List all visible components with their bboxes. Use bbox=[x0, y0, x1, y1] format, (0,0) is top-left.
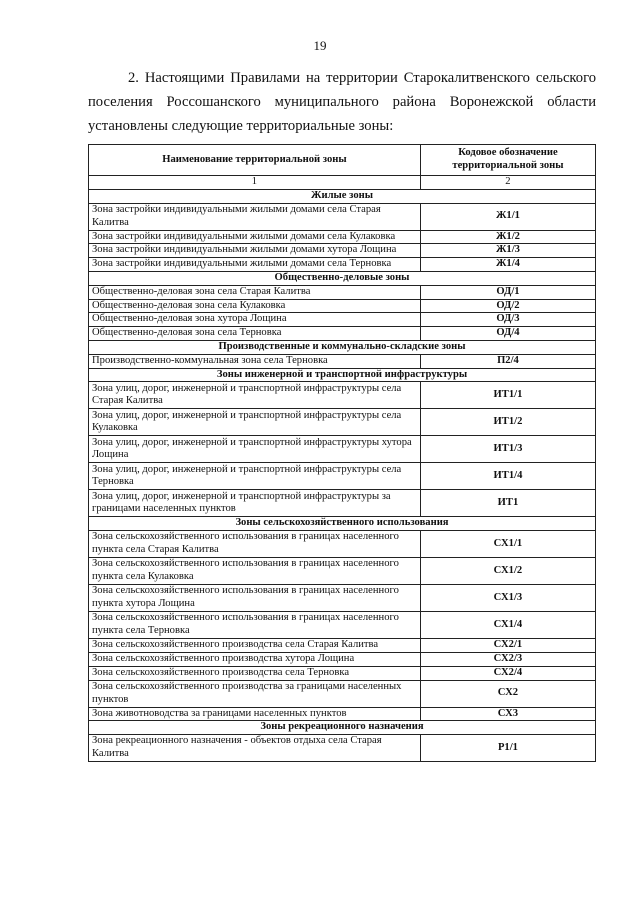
intro-paragraph bbox=[88, 66, 596, 138]
table-row bbox=[89, 639, 596, 653]
table-row bbox=[89, 382, 596, 409]
zone-name-cell: Зона сельскохозяйственного производства села Терновка bbox=[89, 666, 421, 680]
zone-code-cell: СХ1/3 bbox=[420, 585, 595, 612]
section-header-row bbox=[89, 368, 596, 382]
zone-code-cell: Ж1/4 bbox=[420, 258, 595, 272]
table-row bbox=[89, 612, 596, 639]
zone-code-cell: СХ3 bbox=[420, 707, 595, 721]
section-title: Производственные и коммунально-складские зоны bbox=[89, 340, 596, 354]
section-header-row bbox=[89, 721, 596, 735]
zone-name-cell: Зона рекреационного назначения - объектов отдыха села Старая Калитва bbox=[89, 735, 421, 762]
section-header-row bbox=[89, 340, 596, 354]
zone-name-cell: Зона застройки индивидуальными жилыми домами хутора Лощина bbox=[89, 244, 421, 258]
zone-code-cell: СХ2 bbox=[420, 680, 595, 707]
zone-name-cell: Зона улиц, дорог, инженерной и транспортной инфраструктуры хутора Лощина bbox=[89, 436, 421, 463]
zone-code-cell: СХ1/2 bbox=[420, 558, 595, 585]
table-row bbox=[89, 203, 596, 230]
zone-name-cell: Зона улиц, дорог, инженерной и транспортной инфраструктуры села Кулаковка bbox=[89, 409, 421, 436]
section-title: Зоны рекреационного назначения bbox=[89, 721, 596, 735]
zone-name-cell: Общественно-деловая зона села Терновка bbox=[89, 327, 421, 341]
section-title: Жилые зоны bbox=[89, 189, 596, 203]
zone-code-cell: Ж1/3 bbox=[420, 244, 595, 258]
zone-name-cell: Зона улиц, дорог, инженерной и транспортной инфраструктуры села Терновка bbox=[89, 463, 421, 490]
table-row bbox=[89, 230, 596, 244]
zone-code-cell: Р1/1 bbox=[420, 735, 595, 762]
header-zone-name: Наименование территориальной зоны bbox=[89, 145, 421, 176]
table-row bbox=[89, 707, 596, 721]
table-row bbox=[89, 313, 596, 327]
zone-code-cell: ИТ1/3 bbox=[420, 436, 595, 463]
table-row bbox=[89, 558, 596, 585]
table-row bbox=[89, 436, 596, 463]
table-row bbox=[89, 463, 596, 490]
table-row bbox=[89, 531, 596, 558]
table-row bbox=[89, 409, 596, 436]
zone-name-cell: Зона сельскохозяйственного производства села Старая Калитва bbox=[89, 639, 421, 653]
table-row bbox=[89, 285, 596, 299]
table-row bbox=[89, 258, 596, 272]
table-body bbox=[89, 145, 596, 762]
table-row bbox=[89, 585, 596, 612]
zone-name-cell: Общественно-деловая зона хутора Лощина bbox=[89, 313, 421, 327]
intro-text: 2. Настоящими Правилами на территории Старокалитвенского сельского поселения Россошанского муниципального района Воронежской области установлены следующие территориальные зоны: bbox=[88, 70, 596, 134]
zone-name-cell: Зона улиц, дорог, инженерной и транспортной инфраструктуры за границами населенных пунктов bbox=[89, 490, 421, 517]
zone-code-cell: ИТ1 bbox=[420, 490, 595, 517]
zone-code-cell: ОД/2 bbox=[420, 299, 595, 313]
zone-name-cell: Зона сельскохозяйственного производства хутора Лощина bbox=[89, 652, 421, 666]
zone-name-cell: Производственно-коммунальная зона села Терновка bbox=[89, 354, 421, 368]
table-row bbox=[89, 244, 596, 258]
table-row bbox=[89, 327, 596, 341]
table-row bbox=[89, 666, 596, 680]
section-title: Зоны инженерной и транспортной инфраструктуры bbox=[89, 368, 596, 382]
zone-code-cell: Ж1/1 bbox=[420, 203, 595, 230]
zone-code-cell: П2/4 bbox=[420, 354, 595, 368]
zone-code-cell: СХ1/1 bbox=[420, 531, 595, 558]
zone-code-cell: СХ2/4 bbox=[420, 666, 595, 680]
zone-code-cell: ОД/4 bbox=[420, 327, 595, 341]
table-row bbox=[89, 299, 596, 313]
zone-code-cell: СХ1/4 bbox=[420, 612, 595, 639]
territorial-zones-table bbox=[88, 144, 596, 762]
section-title: Общественно-деловые зоны bbox=[89, 271, 596, 285]
zone-code-cell: ИТ1/1 bbox=[420, 382, 595, 409]
zone-name-cell: Зона застройки индивидуальными жилыми домами села Терновка bbox=[89, 258, 421, 272]
section-header-row bbox=[89, 189, 596, 203]
table-row bbox=[89, 490, 596, 517]
zone-name-cell: Зона сельскохозяйственного производства за границами населенных пунктов bbox=[89, 680, 421, 707]
table-header-row bbox=[89, 145, 596, 176]
section-title: Зоны сельскохозяйственного использования bbox=[89, 517, 596, 531]
zone-name-cell: Зона сельскохозяйственного использования в границах населенного пункта села Кулаковка bbox=[89, 558, 421, 585]
zone-name-cell: Зона сельскохозяйственного использования в границах населенного пункта села Терновка bbox=[89, 612, 421, 639]
table-row bbox=[89, 735, 596, 762]
zone-code-cell: ИТ1/2 bbox=[420, 409, 595, 436]
zone-name-cell: Зона сельскохозяйственного использования в границах населенного пункта села Старая Калитва bbox=[89, 531, 421, 558]
header-zone-code: Кодовое обозначение территориальной зоны bbox=[420, 145, 595, 176]
zone-code-cell: СХ2/1 bbox=[420, 639, 595, 653]
zone-name-cell: Зона застройки индивидуальными жилыми домами села Старая Калитва bbox=[89, 203, 421, 230]
zone-name-cell: Зона застройки индивидуальными жилыми домами села Кулаковка bbox=[89, 230, 421, 244]
section-header-row bbox=[89, 271, 596, 285]
zone-code-cell: ИТ1/4 bbox=[420, 463, 595, 490]
zone-code-cell: ОД/3 bbox=[420, 313, 595, 327]
page-number: 19 bbox=[313, 38, 327, 53]
zone-name-cell: Зона животноводства за границами населенных пунктов bbox=[89, 707, 421, 721]
table-row bbox=[89, 680, 596, 707]
zone-name-cell: Общественно-деловая зона села Кулаковка bbox=[89, 299, 421, 313]
zone-name-cell: Зона сельскохозяйственного использования в границах населенного пункта хутора Лощина bbox=[89, 585, 421, 612]
table-row bbox=[89, 652, 596, 666]
section-header-row bbox=[89, 517, 596, 531]
zone-name-cell: Общественно-деловая зона села Старая Калитва bbox=[89, 285, 421, 299]
zone-code-cell: СХ2/3 bbox=[420, 652, 595, 666]
zone-code-cell: ОД/1 bbox=[420, 285, 595, 299]
table-row bbox=[89, 354, 596, 368]
column-number-2: 2 bbox=[420, 176, 595, 190]
zone-name-cell: Зона улиц, дорог, инженерной и транспортной инфраструктуры села Старая Калитва bbox=[89, 382, 421, 409]
column-number-1: 1 bbox=[89, 176, 421, 190]
zone-code-cell: Ж1/2 bbox=[420, 230, 595, 244]
column-number-row bbox=[89, 176, 596, 190]
